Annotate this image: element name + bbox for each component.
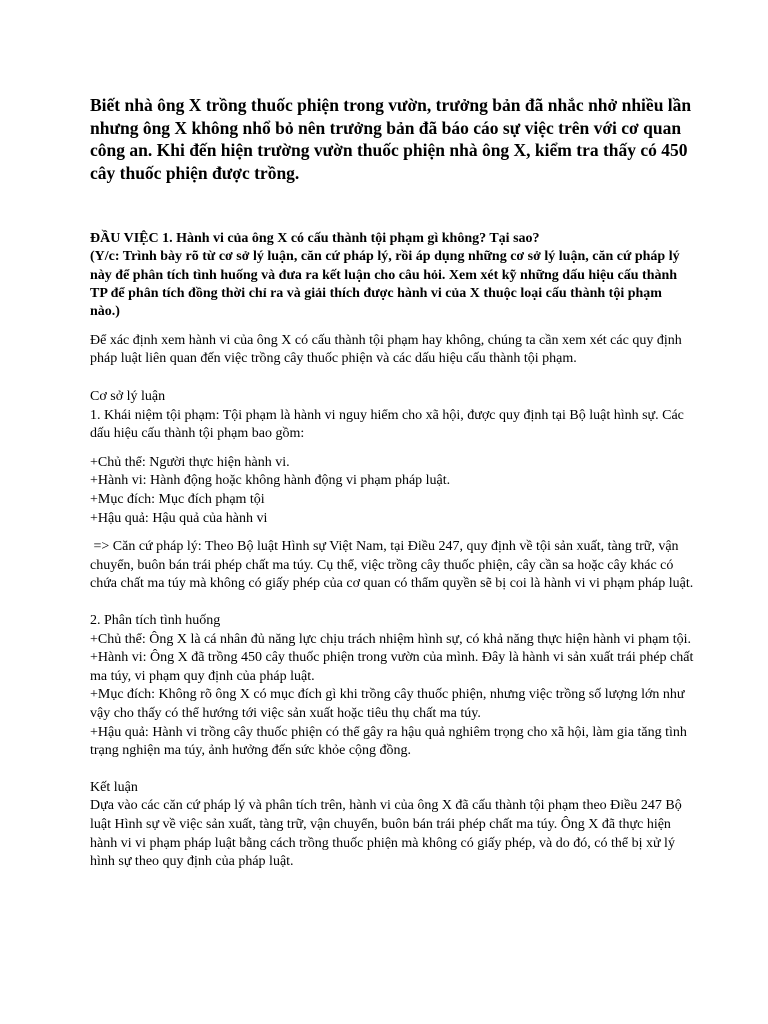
case-statement: Biết nhà ông X trồng thuốc phiện trong vườn, trưởng bản đã nhắc nhở nhiều lần nhưng ông X không nhổ bỏ nên trưởng bản đã báo cáo sự việc trên với cơ quan công an. Khi đến hiện trường vườn thuốc phiện nhà ông X, kiểm tra thấy có 450 cây thuốc phiện được trồng. xyxy=(90,95,692,184)
conclusion-heading: Kết luận xyxy=(90,779,138,795)
crime-signs-list xyxy=(90,454,694,528)
list-item: +Hành vi: Hành động hoặc không hành động vi phạm pháp luật. xyxy=(90,473,451,489)
analysis-heading: 2. Phân tích tình huống xyxy=(90,612,221,628)
legal-basis: => Căn cứ pháp lý: Theo Bộ luật Hình sự Việt Nam, tại Điều 247, quy định về tội sản xuất, tàng trữ, vận chuyển, buôn bán trái phép chất ma túy. Cụ thể, việc trồng cây thuốc phiện, cây cần sa hoặc cây khác có chứa chất ma túy mà không có giấy phép của cơ quan có thẩm quyền sẽ bị coi là hành vi vi phạm pháp luật. xyxy=(90,539,694,592)
list-item: +Chủ thể: Người thực hiện hành vi. xyxy=(90,454,290,470)
list-item: +Mục đích: Mục đích phạm tội xyxy=(90,492,265,507)
task-requirement: (Y/c: Trình bày rõ từ cơ sở lý luận, căn cứ pháp lý, rồi áp dụng những cơ sở lý luận, căn cứ pháp lý này để phân tích tình huống và đưa ra kết luận cho câu hỏi. Xem xét kỹ những dấu hiệu cấu thành TP để phân tích đồng thời chỉ ra và giải thích được hành vi của X thuộc loại cấu thành tội phạm nào.) xyxy=(90,249,680,320)
list-item: +Hậu quả: Hậu quả của hành vi xyxy=(90,510,268,526)
list-item: +Hành vi: Ông X đã trồng 450 cây thuốc phiện trong vườn của mình. Đây là hành vi sản xuất trái phép chất ma túy, vi phạm quy định của pháp luật. xyxy=(90,650,694,684)
list-item: +Chủ thể: Ông X là cá nhân đủ năng lực chịu trách nhiệm hình sự, có khả năng thực hiện hành vi phạm tội. xyxy=(90,631,692,647)
list-item: +Hậu quả: Hành vi trồng cây thuốc phiện có thể gây ra hậu quả nghiêm trọng cho xã hội, làm gia tăng tình trạng nghiện ma túy, ảnh hưởng đến sức khỏe cộng đồng. xyxy=(90,724,687,759)
list-item: +Mục đích: Không rõ ông X có mục đích gì khi trồng cây thuốc phiện, nhưng việc trồng số lượng lớn như vậy cho thấy có thể hướng tới việc sản xuất hoặc tiêu thụ chất ma túy. xyxy=(90,687,685,721)
analysis-list xyxy=(90,631,694,761)
conclusion-text: Dựa vào các căn cứ pháp lý và phân tích trên, hành vi của ông X đã cấu thành tội phạm theo Điều 247 Bộ luật Hình sự về việc sản xuất, tàng trữ, vận chuyển, buôn bán trái phép chất ma túy. Ông X đã thực hiện hành vi vi phạm pháp luật bằng cách trồng thuốc phiện mà không có giấy phép, và do đó, có thể bị xử lý hình sự theo quy định của pháp luật. xyxy=(90,798,682,870)
theory-heading: Cơ sở lý luận xyxy=(90,389,166,405)
opening-paragraph: Để xác định xem hành vi của ông X có cấu thành tội phạm hay không, chúng ta cần xem xét các quy định pháp luật liên quan đến việc trồng cây thuốc phiện và các dấu hiệu cấu thành tội phạm. xyxy=(90,332,682,367)
crime-concept: 1. Khái niệm tội phạm: Tội phạm là hành vi nguy hiểm cho xã hội, được quy định tại Bộ luật hình sự. Các dấu hiệu cấu thành tội phạm bao gồm: xyxy=(90,407,684,442)
task-title: ĐẦU VIỆC 1. Hành vi của ông X có cấu thành tội phạm gì không? Tại sao? xyxy=(90,230,540,246)
